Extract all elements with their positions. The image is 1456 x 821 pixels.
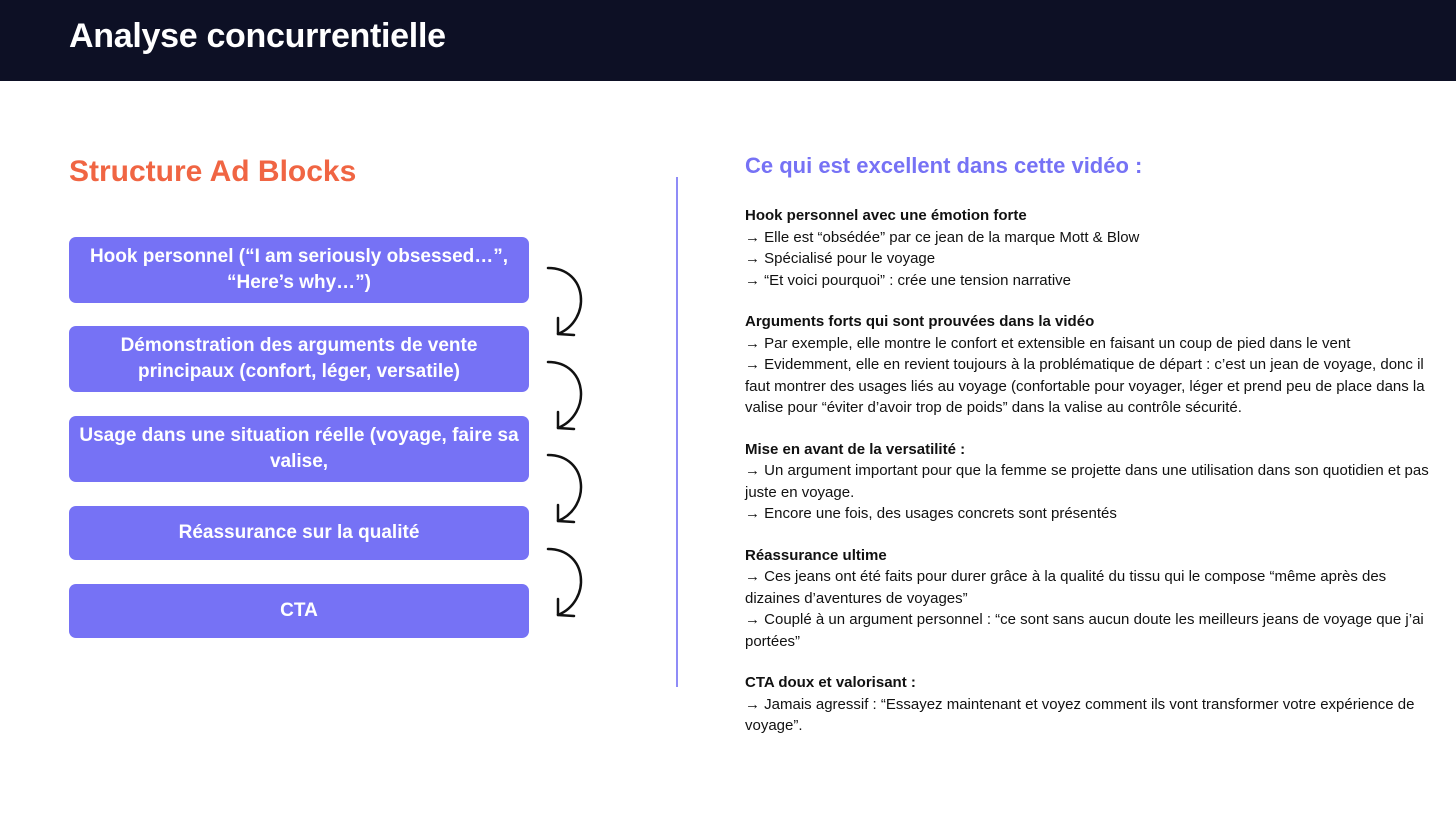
ad-block-hook: Hook personnel (“I am seriously obsessed…”, “Here’s why…”): [69, 237, 529, 303]
section-line: → Spécialisé pour le voyage: [745, 250, 936, 267]
analysis-section: [745, 672, 1445, 737]
section-heading: Mise en avant de la versatilité :: [745, 440, 966, 458]
analysis-section: [745, 439, 1445, 525]
section-line: → Un argument important pour que la femme se projette dans une utilisation dans son quotidien et pas juste en voyage.: [745, 462, 1429, 501]
analysis-body: [745, 205, 1445, 757]
section-line: → Encore une fois, des usages concrets sont présentés: [745, 505, 1117, 522]
curved-arrow-icon: [540, 356, 600, 436]
section-line: → Par exemple, elle montre le confort et extensible en faisant un coup de pied dans le vent: [745, 334, 1351, 352]
header-bar: [0, 0, 1456, 81]
section-line: → Evidemment, elle en revient toujours à la problématique de départ : c’est un jean de voyage, donc il faut montrer des usages liés au voyage (confortable pour voyager, léger et prend peu de place dans la valise pour “éviter d’avoir trop de poids” dans la valise au contrôle sécurité.: [745, 356, 1425, 416]
section-line: → “Et voici pourquoi” : crée une tension narrative: [745, 271, 1071, 289]
excellence-title: Ce qui est excellent dans cette vidéo :: [745, 153, 1143, 178]
ad-block-demonstration: Démonstration des arguments de vente principaux (confort, léger, versatile): [69, 326, 529, 392]
ad-blocks-title: Structure Ad Blocks: [69, 155, 357, 188]
section-line: → Couplé à un argument personnel : “ce sont sans aucun doute les meilleurs jeans de voyage que j’ai portées”: [745, 611, 1424, 650]
ad-block-usage: Usage dans une situation réelle (voyage, faire sa valise,: [69, 416, 529, 482]
curved-arrow-icon: [540, 543, 600, 623]
section-line: → Elle est “obsédée” par ce jean de la marque Mott & Blow: [745, 228, 1140, 246]
vertical-divider: [676, 177, 678, 687]
analysis-section: [745, 311, 1445, 419]
section-line: → Jamais agressif : “Essayez maintenant et voyez comment ils vont transformer votre expérience de voyage”.: [745, 695, 1415, 734]
section-heading: CTA doux et valorisant :: [745, 674, 916, 691]
analysis-section: [745, 205, 1445, 291]
section-heading: Réassurance ultime: [745, 546, 887, 564]
section-heading: Arguments forts qui sont prouvées dans la vidéo: [745, 313, 1095, 330]
curved-arrow-icon: [540, 449, 600, 529]
section-line: → Ces jeans ont été faits pour durer grâce à la qualité du tissu qui le compose “même après des dizaines d’aventures de voyages”: [745, 568, 1387, 607]
curved-arrow-icon: [540, 262, 600, 342]
page-title: Analyse concurrentielle: [69, 17, 446, 55]
analysis-section: [745, 545, 1445, 653]
section-heading: Hook personnel avec une émotion forte: [745, 207, 1027, 224]
ad-block-reassurance: Réassurance sur la qualité: [69, 506, 529, 560]
ad-block-cta: CTA: [69, 584, 529, 638]
